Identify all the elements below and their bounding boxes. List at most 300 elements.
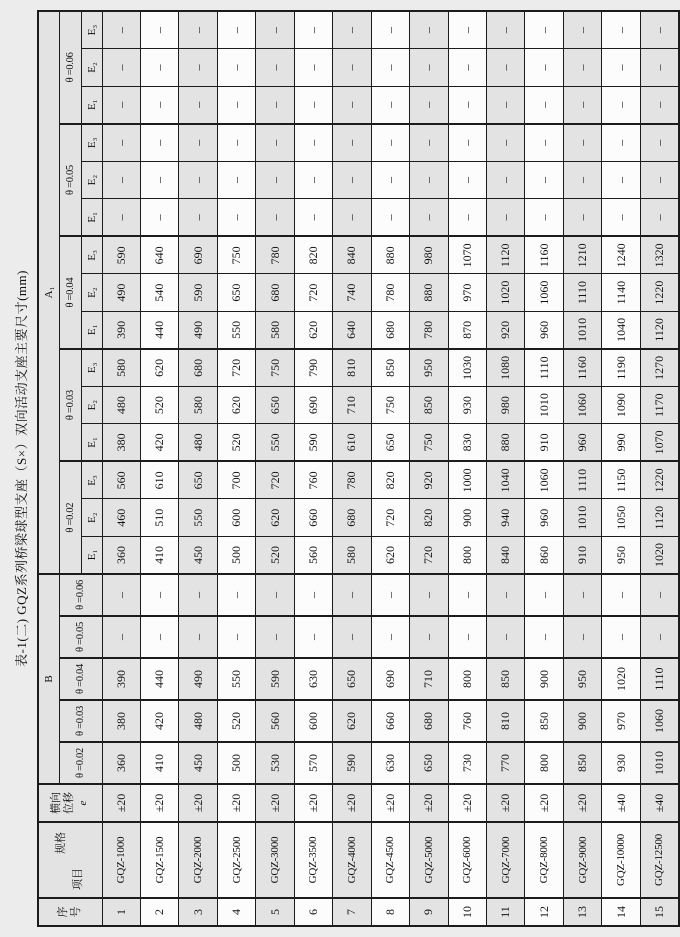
table-body	[102, 11, 679, 926]
header-lateral-symbol: e	[77, 800, 90, 806]
cell-a1: –	[179, 161, 217, 199]
header-b-theta: θ =0.06	[59, 574, 102, 616]
cell-a1: –	[525, 11, 563, 49]
cell-a1: –	[448, 124, 486, 162]
cell-a1: –	[140, 161, 178, 199]
cell-a1: –	[525, 49, 563, 87]
cell-b: 930	[602, 742, 640, 784]
cell-b: 690	[371, 658, 409, 700]
cell-b: 850	[487, 658, 525, 700]
cell-a1: –	[333, 161, 371, 199]
cell-a1: 1020	[640, 536, 678, 574]
cell-b: –	[487, 574, 525, 616]
cell-a1: 490	[179, 311, 217, 349]
table-row	[333, 11, 371, 926]
header-a1-theta: θ =0.05	[59, 124, 81, 237]
cell-a1: 1060	[563, 386, 601, 424]
cell-a1: 950	[410, 349, 448, 387]
header-a1-group: A₁	[38, 11, 59, 574]
cell-a1: 1110	[563, 461, 601, 499]
cell-spec: GQZ-9000	[563, 822, 601, 898]
cell-b: 850	[525, 700, 563, 742]
cell-a1: 580	[102, 349, 140, 387]
cell-displacement: ±40	[640, 784, 678, 822]
cell-index: 11	[487, 898, 525, 926]
cell-a1: –	[448, 199, 486, 237]
cell-a1: –	[333, 11, 371, 49]
cell-index: 1	[102, 898, 140, 926]
cell-a1: 620	[294, 311, 332, 349]
cell-a1: 1080	[487, 349, 525, 387]
cell-a1: 1120	[640, 311, 678, 349]
cell-a1: 980	[410, 236, 448, 274]
header-e-sub: E₂	[81, 49, 102, 87]
cell-a1: 940	[487, 499, 525, 537]
cell-a1: –	[294, 161, 332, 199]
cell-a1: 650	[371, 424, 409, 462]
cell-b: –	[179, 616, 217, 658]
cell-a1: 640	[140, 236, 178, 274]
header-index-char1: 序	[56, 906, 69, 918]
cell-a1: –	[371, 11, 409, 49]
cell-b: 1060	[640, 700, 678, 742]
cell-a1: 520	[256, 536, 294, 574]
cell-b: 800	[448, 658, 486, 700]
cell-b: 360	[102, 742, 140, 784]
cell-displacement: ±20	[179, 784, 217, 822]
cell-a1: 820	[294, 236, 332, 274]
cell-index: 5	[256, 898, 294, 926]
cell-a1: –	[294, 124, 332, 162]
cell-spec: GQZ-2500	[217, 822, 255, 898]
table-row	[294, 11, 332, 926]
cell-a1: –	[102, 11, 140, 49]
cell-a1: 850	[410, 386, 448, 424]
cell-a1: –	[333, 199, 371, 237]
header-e-sub: E₃	[81, 349, 102, 387]
cell-a1: –	[487, 49, 525, 87]
cell-b: 660	[371, 700, 409, 742]
cell-a1: –	[563, 49, 601, 87]
cell-a1: 680	[256, 274, 294, 312]
cell-a1: 650	[217, 274, 255, 312]
cell-a1: 390	[102, 311, 140, 349]
cell-a1: 870	[448, 311, 486, 349]
cell-a1: –	[448, 161, 486, 199]
cell-spec: GQZ-6000	[448, 822, 486, 898]
cell-a1: 410	[140, 536, 178, 574]
cell-a1: 1040	[487, 461, 525, 499]
cell-a1: –	[294, 86, 332, 124]
header-item-spec	[38, 822, 102, 898]
table-row	[525, 11, 563, 926]
cell-a1: 960	[525, 311, 563, 349]
cell-a1: 980	[487, 386, 525, 424]
cell-a1: 590	[102, 236, 140, 274]
cell-a1: 1090	[602, 386, 640, 424]
cell-a1: –	[217, 49, 255, 87]
cell-b: –	[217, 574, 255, 616]
cell-a1: –	[371, 49, 409, 87]
cell-b: 900	[563, 700, 601, 742]
cell-a1: –	[179, 11, 217, 49]
table-title: 表-1(二) GQZ系列桥梁球型支座（S×）双向活动支座主要尺寸(mm)	[14, 270, 29, 667]
cell-a1: 750	[410, 424, 448, 462]
cell-a1: –	[102, 49, 140, 87]
cell-b: 380	[102, 700, 140, 742]
cell-index: 10	[448, 898, 486, 926]
cell-a1: –	[448, 86, 486, 124]
cell-a1: 510	[140, 499, 178, 537]
cell-a1: 1060	[525, 461, 563, 499]
cell-a1: 1070	[640, 424, 678, 462]
cell-a1: 480	[102, 386, 140, 424]
cell-a1: –	[179, 86, 217, 124]
cell-a1: –	[102, 86, 140, 124]
cell-a1: –	[256, 161, 294, 199]
cell-a1: –	[525, 161, 563, 199]
table-row	[102, 11, 140, 926]
cell-a1: –	[140, 86, 178, 124]
cell-a1: –	[140, 49, 178, 87]
cell-a1: 680	[179, 349, 217, 387]
cell-a1: –	[487, 86, 525, 124]
cell-displacement: ±20	[140, 784, 178, 822]
cell-a1: 560	[294, 536, 332, 574]
cell-a1: 620	[140, 349, 178, 387]
cell-a1: –	[563, 161, 601, 199]
header-a1-theta: θ =0.02	[59, 461, 81, 574]
cell-b: –	[256, 616, 294, 658]
cell-a1: 450	[179, 536, 217, 574]
cell-a1: 1030	[448, 349, 486, 387]
cell-a1: 780	[371, 274, 409, 312]
cell-index: 6	[294, 898, 332, 926]
cell-a1: 780	[333, 461, 371, 499]
cell-a1: 600	[217, 499, 255, 537]
cell-a1: 1220	[640, 461, 678, 499]
cell-spec: GQZ-12500	[640, 822, 678, 898]
cell-b: 630	[371, 742, 409, 784]
cell-displacement: ±20	[487, 784, 525, 822]
cell-b: 770	[487, 742, 525, 784]
cell-a1: 1050	[602, 499, 640, 537]
cell-a1: 750	[256, 349, 294, 387]
cell-a1: 720	[294, 274, 332, 312]
cell-a1: –	[410, 199, 448, 237]
cell-a1: 780	[410, 311, 448, 349]
header-e-sub: E₃	[81, 461, 102, 499]
cell-a1: –	[217, 11, 255, 49]
bearing-dimension-table	[37, 10, 680, 927]
cell-a1: –	[102, 124, 140, 162]
cell-a1: 1000	[448, 461, 486, 499]
header-e-sub: E₁	[81, 424, 102, 462]
header-lateral-line2: 位移	[63, 792, 76, 814]
cell-a1: 1060	[525, 274, 563, 312]
cell-a1: –	[640, 161, 678, 199]
cell-a1: 690	[179, 236, 217, 274]
cell-a1: 1120	[640, 499, 678, 537]
cell-b: –	[179, 574, 217, 616]
cell-a1: 550	[217, 311, 255, 349]
cell-a1: 640	[333, 311, 371, 349]
cell-a1: 580	[256, 311, 294, 349]
cell-a1: 700	[217, 461, 255, 499]
cell-a1: 720	[371, 499, 409, 537]
table-row	[448, 11, 486, 926]
cell-index: 3	[179, 898, 217, 926]
cell-a1: 880	[371, 236, 409, 274]
cell-index: 14	[602, 898, 640, 926]
cell-a1: 1210	[563, 236, 601, 274]
cell-spec: GQZ-3500	[294, 822, 332, 898]
cell-b: 490	[179, 658, 217, 700]
header-e-sub: E₃	[81, 124, 102, 162]
cell-b: –	[102, 616, 140, 658]
cell-b: –	[640, 616, 678, 658]
cell-a1: –	[563, 199, 601, 237]
cell-a1: 720	[256, 461, 294, 499]
cell-a1: 880	[487, 424, 525, 462]
header-e-sub: E₂	[81, 386, 102, 424]
cell-b: 630	[294, 658, 332, 700]
cell-a1: –	[140, 124, 178, 162]
header-b-group: B	[38, 574, 59, 784]
cell-a1: –	[410, 124, 448, 162]
cell-b: 590	[333, 742, 371, 784]
cell-a1: 460	[102, 499, 140, 537]
header-lateral-line1: 横向	[49, 792, 62, 814]
cell-a1: 800	[448, 536, 486, 574]
cell-b: 500	[217, 742, 255, 784]
cell-a1: 660	[294, 499, 332, 537]
cell-index: 9	[410, 898, 448, 926]
cell-b: 420	[140, 700, 178, 742]
cell-b: 680	[410, 700, 448, 742]
cell-a1: 1160	[525, 236, 563, 274]
cell-a1: –	[487, 11, 525, 49]
cell-a1: –	[563, 11, 601, 49]
cell-displacement: ±20	[371, 784, 409, 822]
header-e-sub: E₂	[81, 274, 102, 312]
cell-spec: GQZ-4000	[333, 822, 371, 898]
cell-a1: 650	[256, 386, 294, 424]
cell-a1: 360	[102, 536, 140, 574]
cell-a1: –	[179, 124, 217, 162]
cell-a1: –	[102, 199, 140, 237]
cell-index: 2	[140, 898, 178, 926]
cell-b: –	[448, 616, 486, 658]
cell-b: –	[140, 616, 178, 658]
cell-a1: 840	[333, 236, 371, 274]
cell-spec: GQZ-10000	[602, 822, 640, 898]
cell-a1: 1140	[602, 274, 640, 312]
cell-a1: –	[371, 199, 409, 237]
cell-b: –	[602, 616, 640, 658]
cell-a1: –	[448, 11, 486, 49]
cell-a1: 710	[333, 386, 371, 424]
cell-a1: –	[256, 199, 294, 237]
cell-a1: 880	[410, 274, 448, 312]
header-e-sub: E₃	[81, 11, 102, 49]
cell-a1: 910	[525, 424, 563, 462]
cell-a1: –	[410, 49, 448, 87]
cell-a1: 610	[333, 424, 371, 462]
cell-b: –	[525, 574, 563, 616]
cell-displacement: ±20	[410, 784, 448, 822]
cell-a1: 1240	[602, 236, 640, 274]
cell-a1: –	[217, 161, 255, 199]
cell-a1: 580	[333, 536, 371, 574]
cell-b: –	[525, 616, 563, 658]
cell-a1: 560	[102, 461, 140, 499]
cell-a1: 750	[371, 386, 409, 424]
cell-a1: –	[487, 199, 525, 237]
cell-a1: 860	[525, 536, 563, 574]
table-row	[602, 11, 640, 926]
cell-b: 760	[448, 700, 486, 742]
cell-a1: 1110	[563, 274, 601, 312]
cell-a1: –	[371, 124, 409, 162]
cell-a1: –	[602, 86, 640, 124]
cell-a1: 820	[410, 499, 448, 537]
cell-a1: 620	[256, 499, 294, 537]
table-row	[487, 11, 525, 926]
header-e-sub: E₂	[81, 161, 102, 199]
header-e-sub: E₁	[81, 311, 102, 349]
cell-a1: 740	[333, 274, 371, 312]
cell-spec: GQZ-7000	[487, 822, 525, 898]
cell-spec: GQZ-5000	[410, 822, 448, 898]
header-item-label: 项目	[72, 868, 85, 890]
cell-a1: 760	[294, 461, 332, 499]
cell-a1: –	[294, 11, 332, 49]
cell-b: 710	[410, 658, 448, 700]
cell-a1: 720	[410, 536, 448, 574]
cell-b: –	[640, 574, 678, 616]
header-e-sub: E₁	[81, 536, 102, 574]
cell-a1: 680	[371, 311, 409, 349]
cell-displacement: ±20	[448, 784, 486, 822]
cell-a1: 550	[179, 499, 217, 537]
cell-a1: 990	[602, 424, 640, 462]
header-b-theta: θ =0.03	[59, 700, 102, 742]
cell-a1: 1010	[563, 499, 601, 537]
cell-a1: –	[602, 161, 640, 199]
header-row-groups	[38, 11, 59, 926]
cell-a1: –	[217, 199, 255, 237]
cell-a1: 960	[525, 499, 563, 537]
table-row	[371, 11, 409, 926]
cell-a1: 900	[448, 499, 486, 537]
cell-a1: 550	[256, 424, 294, 462]
cell-b: 450	[179, 742, 217, 784]
cell-displacement: ±20	[256, 784, 294, 822]
header-e-sub: E₁	[81, 199, 102, 237]
table-row	[217, 11, 255, 926]
cell-a1: 920	[487, 311, 525, 349]
cell-b: 730	[448, 742, 486, 784]
cell-index: 13	[563, 898, 601, 926]
cell-a1: –	[256, 49, 294, 87]
cell-a1: 1010	[525, 386, 563, 424]
cell-b: 810	[487, 700, 525, 742]
cell-a1: –	[333, 49, 371, 87]
cell-b: 650	[410, 742, 448, 784]
cell-b: 600	[294, 700, 332, 742]
header-e-sub: E₂	[81, 499, 102, 537]
cell-a1: 480	[179, 424, 217, 462]
table-row	[179, 11, 217, 926]
cell-displacement: ±20	[294, 784, 332, 822]
cell-b: 530	[256, 742, 294, 784]
header-index	[38, 898, 102, 926]
cell-a1: –	[487, 161, 525, 199]
cell-b: 560	[256, 700, 294, 742]
cell-b: 650	[333, 658, 371, 700]
cell-spec: GQZ-1500	[140, 822, 178, 898]
cell-spec: GQZ-1000	[102, 822, 140, 898]
cell-a1: –	[525, 86, 563, 124]
cell-b: –	[256, 574, 294, 616]
cell-spec: GQZ-3000	[256, 822, 294, 898]
cell-a1: 810	[333, 349, 371, 387]
cell-a1: 1160	[563, 349, 601, 387]
cell-a1: 580	[179, 386, 217, 424]
cell-b: 480	[179, 700, 217, 742]
cell-b: 570	[294, 742, 332, 784]
cell-a1: –	[602, 49, 640, 87]
cell-a1: 780	[256, 236, 294, 274]
cell-a1: 590	[294, 424, 332, 462]
cell-index: 12	[525, 898, 563, 926]
header-spec-label: 规格	[54, 832, 67, 854]
cell-a1: 680	[333, 499, 371, 537]
cell-a1: 1220	[640, 274, 678, 312]
cell-a1: –	[525, 199, 563, 237]
cell-a1: 420	[140, 424, 178, 462]
cell-a1: 1170	[640, 386, 678, 424]
cell-a1: 1120	[487, 236, 525, 274]
cell-a1: –	[410, 86, 448, 124]
table-row	[640, 11, 678, 926]
cell-index: 15	[640, 898, 678, 926]
cell-b: 410	[140, 742, 178, 784]
header-a1-theta: θ =0.04	[59, 236, 81, 349]
cell-b: –	[294, 616, 332, 658]
cell-b: –	[602, 574, 640, 616]
cell-a1: 1320	[640, 236, 678, 274]
cell-b: 950	[563, 658, 601, 700]
cell-a1: –	[640, 49, 678, 87]
cell-a1: –	[640, 11, 678, 49]
cell-displacement: ±20	[333, 784, 371, 822]
cell-a1: 590	[179, 274, 217, 312]
cell-b: –	[217, 616, 255, 658]
cell-a1: 830	[448, 424, 486, 462]
cell-a1: –	[602, 199, 640, 237]
cell-a1: –	[294, 49, 332, 87]
cell-b: 390	[102, 658, 140, 700]
cell-b: 590	[256, 658, 294, 700]
cell-b: 550	[217, 658, 255, 700]
cell-displacement: ±20	[563, 784, 601, 822]
cell-b: –	[448, 574, 486, 616]
header-b-theta: θ =0.05	[59, 616, 102, 658]
cell-a1: 970	[448, 274, 486, 312]
cell-a1: 620	[217, 386, 255, 424]
